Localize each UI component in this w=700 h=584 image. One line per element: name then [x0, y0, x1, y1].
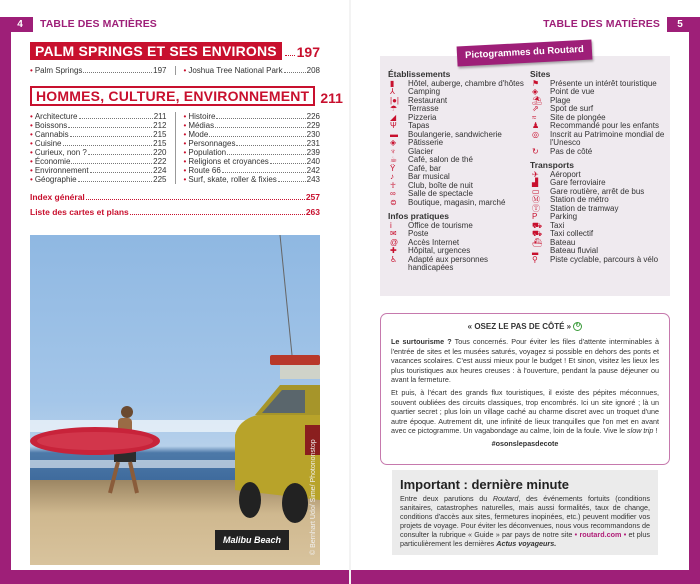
toc-entry-page: 231 — [306, 139, 320, 148]
osez-box-title — [391, 322, 659, 331]
camping-icon: ⅄ — [390, 87, 395, 96]
pictogram-label: Piste cyclable, parcours à vélo — [550, 254, 659, 264]
toc-entry-label: Personnages — [188, 139, 236, 148]
pictogram-label: Spot de surf — [550, 104, 594, 113]
leader-dots — [236, 145, 305, 146]
metro-icon: Ⓜ — [532, 195, 540, 204]
toc-entry-label: Index général — [30, 192, 85, 202]
toc-entry[interactable] — [184, 139, 321, 148]
leader-dots — [278, 181, 306, 182]
bakery-icon: ▬ — [390, 129, 398, 139]
toc-entry[interactable] — [184, 112, 321, 121]
pictogram-item — [388, 199, 528, 208]
pictogram-label: Adapté aux personnes handicapées — [408, 254, 489, 272]
bullet-icon: • — [183, 112, 187, 121]
toc-entry[interactable] — [30, 148, 167, 157]
pictogram-label: Terrasse — [408, 104, 439, 113]
leader-dots — [270, 163, 306, 164]
leader-dots — [130, 214, 305, 215]
tea-room-icon: ☕ — [390, 155, 398, 164]
photo-scene — [30, 235, 320, 565]
toc-entry-label: Architecture — [34, 112, 78, 121]
malibu-beach-photo — [30, 235, 320, 565]
leader-dots — [70, 136, 153, 137]
pictogram-label: Salle de spectacle — [408, 189, 473, 198]
pictogram-label: Bateau fluvial — [550, 246, 599, 255]
toc-column-left — [30, 66, 176, 75]
toc-entry-page: 230 — [306, 130, 320, 139]
toc-entry[interactable] — [184, 148, 321, 157]
pictogram-label: Gare ferroviaire — [550, 178, 606, 187]
pictogram-label: Aéroport — [550, 169, 581, 179]
leader-dots — [83, 72, 152, 73]
river-boat-icon: ▂ — [532, 246, 539, 255]
club-icon: ☥ — [390, 180, 396, 190]
post-icon: ✉ — [390, 229, 397, 238]
unesco-icon: ◎ — [532, 129, 539, 139]
osez-p2-end: ! — [653, 426, 658, 436]
toc-entry[interactable] — [30, 112, 167, 121]
toc-entry[interactable] — [30, 175, 167, 184]
shop-icon: ⊜ — [390, 197, 397, 207]
bar-icon: Ÿ — [390, 163, 396, 173]
pictogram-label: Bateau — [550, 237, 576, 247]
toc-entry-label: Cuisine — [34, 139, 62, 148]
pictogram-label: Présente un intérêt touristique — [550, 78, 657, 88]
osez-hashtag: #osonslepasdecote — [491, 439, 559, 449]
toc-entry-page: 222 — [153, 157, 167, 166]
toc-entry[interactable] — [30, 139, 167, 148]
toc-entry-label: Palm Springs — [34, 66, 83, 75]
leader-dots — [90, 172, 153, 173]
toc-entry[interactable] — [184, 66, 321, 75]
internet-icon: @ — [390, 237, 399, 247]
leader-dots — [285, 55, 295, 56]
left-page-border — [0, 17, 11, 584]
leader-dots — [88, 154, 152, 155]
tourist-office-icon: i — [390, 220, 392, 230]
leader-dots — [86, 199, 305, 200]
pictogram-label: Poste — [408, 229, 429, 238]
osez-lead: Le surtourisme ? — [391, 337, 452, 347]
toc-entry[interactable] — [184, 157, 321, 166]
toc-entry-page: 225 — [153, 175, 167, 184]
ice-cream-icon: ♆ — [390, 146, 396, 156]
pictogram-item — [388, 256, 528, 273]
tapas-icon: Ψ — [390, 121, 397, 130]
toc-entry-page: 215 — [153, 130, 167, 139]
toc-entry-page: 208 — [306, 66, 320, 75]
pictogram-label: Boutique, magasin, marché — [408, 197, 506, 207]
shared-taxi-icon: ⛟ — [532, 229, 543, 238]
section-title[interactable]: PALM SPRINGS ET SES ENVIRONS — [30, 42, 282, 60]
bullet-icon: • — [30, 157, 33, 166]
pictogram-item — [530, 256, 670, 265]
toc-entry-index[interactable] — [30, 192, 320, 202]
leader-dots — [71, 163, 152, 164]
leader-dots — [209, 136, 305, 137]
etablissements-list — [388, 80, 528, 208]
toc-entry-page: 212 — [153, 121, 167, 130]
bullet-icon: • — [30, 66, 33, 75]
accessibility-icon: ♿ — [390, 254, 398, 264]
group-title-infos-pratiques: Infos pratiques — [388, 211, 449, 221]
bullet-icon: • — [30, 121, 33, 130]
transports-list — [530, 171, 670, 265]
osez-p2-italic: slow trip — [627, 426, 654, 436]
toc-entry[interactable] — [30, 130, 167, 139]
parking-icon: P — [532, 212, 538, 221]
osez-p2-text: Et puis, à l'écart des grands flux touristiques, il existe des pépites méconnues, souvent oubliées des circuits classiques, trop encombrés. Ici un site ignoré ; là un quartier secret ; plus loin un village caché au charme discret avec un troquet d'une autre époque. Autrement dit, une infinité de lieux tranquilles que l'on met en avant avec ce pictogramme. Un vagabondage au calme, loin de la foule. Vive le — [391, 388, 659, 436]
toc-entries — [30, 66, 320, 75]
pictogram-label: Gare routière, arrêt de bus — [550, 186, 645, 196]
toc-entry-page: 240 — [306, 157, 320, 166]
surf-icon: ⇗ — [532, 104, 539, 113]
osez-paragraph-2 — [391, 388, 659, 435]
toc-entry-label: Population — [188, 148, 227, 157]
leader-dots — [284, 72, 306, 73]
leader-dots — [78, 181, 153, 182]
osez-p1-text: Tous concernés. Pour éviter les files d'attente interminables à l'entrée de sites et les musées saturés, voyagez si possible en dehors des ponts et vacances scolaires. C'est aussi mieux pour le budget ! Et sinon, visitez les lieux les plus touristiques aux heures creuses : à l'ouverture, pendant la pause déjeuner ou avant la fermeture. — [391, 337, 659, 385]
toc-entry-label: Environnement — [34, 166, 89, 175]
bullet-icon: • — [30, 130, 33, 139]
bullet-icon: • — [30, 148, 33, 157]
toc-entry-page: 257 — [305, 192, 320, 202]
pictogram-item — [530, 131, 670, 148]
toc-entry[interactable] — [184, 175, 321, 184]
bullet-icon: • — [183, 148, 187, 157]
pictogram-label: Accès Internet — [408, 237, 460, 247]
toc-entry-page: 224 — [153, 166, 167, 175]
terrace-icon: ☂ — [390, 104, 398, 113]
running-head-left: TABLE DES MATIÈRES — [40, 18, 157, 30]
bullet-icon: • — [183, 157, 187, 166]
pictogram-label: Restaurant — [408, 95, 448, 105]
leader-dots — [227, 154, 306, 155]
toc-entry[interactable] — [30, 157, 167, 166]
kids-icon: ♟ — [532, 121, 540, 130]
toc-column-left — [30, 112, 176, 184]
music-bar-icon: ♪ — [390, 172, 394, 181]
pictogram-label: Boulangerie, sandwicherie — [408, 129, 502, 139]
pictogram-label: Café, salon de thé — [408, 155, 473, 164]
toc-entry[interactable] — [30, 121, 167, 130]
taxi-icon: ⛟ — [532, 220, 543, 230]
routard-link[interactable]: • routard.com • — [574, 530, 627, 539]
book-gutter — [349, 0, 351, 584]
imp-text-2: , des événements fortuits (conditions sanitaires, catastrophes naturelles, mais aussi formalités, taux de change, conditions d'accès aux sites, fermetures inopinées, etc.) peuvent modifier vos projets de voyage. Pour éviter les déconvenues, nous vous recommandons de consulter la rubrique « Guide » par pays de notre site — [400, 494, 650, 539]
toc-entry-page: 242 — [306, 166, 320, 175]
section-heading-row[interactable] — [30, 86, 343, 106]
viewpoint-icon: ◈ — [532, 87, 539, 96]
tram-icon: Ⓣ — [532, 203, 540, 213]
pictogram-label: Recommandé pour les enfants — [550, 121, 659, 130]
toc-entry[interactable] — [184, 130, 321, 139]
pictogram-label: Pâtisserie — [408, 138, 444, 147]
toc-entry-label: Joshua Tree National Park — [188, 66, 283, 75]
toc-entry-label: Histoire — [188, 112, 216, 121]
pictogram-label: Site de plongée — [550, 112, 606, 122]
pictogram-label: Camping — [408, 87, 441, 96]
pictogram-label: Club, boîte de nuit — [408, 180, 473, 190]
group-title-transports: Transports — [530, 160, 574, 170]
bullet-icon: • — [30, 175, 33, 184]
pictogram-item — [530, 148, 670, 157]
toc-entry[interactable] — [30, 166, 167, 175]
bus-station-icon: ▭ — [532, 186, 540, 196]
pas-de-cote-icon: ↻ — [575, 323, 581, 330]
pictogram-label: Glacier — [408, 146, 434, 156]
page-number-left: 4 — [17, 19, 23, 30]
important-text — [400, 494, 650, 548]
toc-entry-label: Médias — [188, 121, 215, 130]
leader-dots — [215, 127, 306, 128]
actus-voyageurs-text: Actus voyageurs. — [496, 539, 557, 548]
leader-dots — [63, 145, 153, 146]
toc-entry-page: 197 — [153, 66, 167, 75]
imp-text-3: et plus particulièrement les dernières — [400, 530, 650, 548]
pictogram-label: Taxi — [550, 220, 565, 230]
leader-dots — [68, 127, 152, 128]
infos-pratiques-list — [388, 222, 528, 273]
boat-icon: ⛴ — [532, 237, 543, 247]
bike-icon: ⚲ — [532, 254, 538, 264]
pictogram-label: Pas de côté — [550, 146, 593, 156]
photo-credit: © Bernhart Udo/ Sime/ Photononstop — [310, 439, 317, 555]
pictogram-label: Point de vue — [550, 87, 595, 96]
imp-text-italic: Routard — [492, 494, 519, 503]
pictogram-label: Station de métro — [550, 195, 609, 204]
page-number-right: 5 — [677, 19, 683, 30]
section-page-number: 211 — [320, 90, 343, 106]
pictogram-label: Café, bar — [408, 163, 441, 173]
right-page-border — [689, 17, 700, 584]
toc-section-hommes-culture — [30, 86, 343, 184]
toc-entry[interactable] — [184, 166, 321, 175]
toc-entry-label: Mode — [188, 130, 209, 139]
train-station-icon: ▟ — [532, 178, 539, 187]
bullet-icon: • — [183, 130, 187, 139]
toc-entry-label: Curieux, non ? — [34, 148, 87, 157]
imp-text-1: Entre deux parutions du — [400, 494, 493, 503]
bullet-icon: • — [30, 112, 33, 121]
toc-entry-page: 229 — [306, 121, 320, 130]
toc-entry-page: 243 — [306, 175, 320, 184]
theater-icon: ∞ — [390, 189, 396, 198]
bullet-icon: • — [183, 139, 187, 148]
toc-entry-label: Géographie — [34, 175, 77, 184]
toc-column-right — [184, 112, 321, 184]
toc-entry-page: 220 — [153, 148, 167, 157]
toc-entries — [30, 112, 320, 184]
pas-de-cote-icon: ↻ — [532, 146, 539, 156]
toc-entry-label: Liste des cartes et plans — [30, 207, 129, 217]
group-title-sites: Sites — [530, 69, 551, 79]
pastry-icon: ◈ — [390, 138, 397, 147]
hospital-icon: ✚ — [390, 246, 397, 255]
sites-list — [530, 80, 670, 157]
toc-entry-page: 211 — [153, 112, 167, 121]
bullet-icon: • — [183, 175, 187, 184]
leader-dots — [216, 118, 305, 119]
pictogram-label: Bar musical — [408, 172, 450, 181]
toc-entry-label: Surf, skate, roller & fixies — [188, 175, 277, 184]
hotel-icon: ▮ — [390, 78, 395, 88]
pictograms-column-left — [388, 70, 528, 273]
pictograms-column-right — [530, 70, 670, 264]
toc-column-right — [184, 66, 321, 75]
toc-entry-page: 226 — [306, 112, 320, 121]
pizzeria-icon: ◢ — [390, 112, 397, 122]
bullet-icon: • — [183, 166, 187, 175]
diving-icon: ≈ — [532, 112, 537, 122]
bullet-icon: • — [30, 139, 33, 148]
beach-icon: ⛱ — [532, 95, 543, 105]
pictogram-label: Tapas — [408, 121, 430, 130]
bullet-icon: • — [30, 166, 33, 175]
pictogram-label: Hôpital, urgences — [408, 246, 471, 255]
pictograms-tab-title: Pictogrammes du Routard — [457, 39, 593, 66]
leader-dots — [222, 172, 306, 173]
bullet-icon: • — [183, 66, 187, 75]
leader-dots — [79, 118, 153, 119]
pictogram-label: Inscrit au Patrimoine mondial de l'Unesco — [550, 129, 665, 147]
running-head-right: TABLE DES MATIÈRES — [543, 18, 660, 30]
toc-entry-label: Religions et croyances — [188, 157, 269, 166]
tourist-interest-icon: ⚑ — [532, 78, 540, 88]
toc-entry-page: 239 — [306, 148, 320, 157]
pictogram-label: Office de tourisme — [408, 220, 473, 230]
toc-entry-page: 215 — [153, 139, 167, 148]
pictogram-label: Taxi collectif — [550, 229, 594, 238]
toc-section-palm-springs — [30, 42, 320, 75]
restaurant-icon: |●| — [390, 95, 399, 105]
pictogram-label: Parking — [550, 212, 578, 221]
osez-le-pas-de-cote-box — [380, 313, 670, 465]
pictogram-label: Hôtel, auberge, chambre d'hôtes — [408, 78, 524, 88]
airport-icon: ✈ — [532, 169, 539, 179]
toc-entry[interactable] — [30, 66, 167, 75]
toc-entry-maps-list[interactable] — [30, 207, 320, 217]
toc-entry-label: Économie — [34, 157, 71, 166]
section-title[interactable]: HOMMES, CULTURE, ENVIRONNEMENT — [30, 86, 315, 106]
osez-paragraph-1 — [391, 337, 659, 384]
toc-entry-label: Cannabis — [34, 130, 69, 139]
toc-entry-label: Route 66 — [188, 166, 221, 175]
osez-title-text: « OSEZ LE PAS DE CÔTÉ » — [467, 322, 572, 331]
section-heading-row[interactable] — [30, 42, 320, 60]
photo-caption: Malibu Beach — [215, 530, 289, 550]
pictogram-label: Pizzeria — [408, 112, 437, 122]
important-title: Important : dernière minute — [400, 477, 570, 492]
section-page-number: 197 — [296, 44, 320, 60]
toc-entry-label: Boissons — [34, 121, 68, 130]
pictogram-label: Station de tramway — [550, 203, 619, 213]
pictogram-label: Plage — [550, 95, 571, 105]
toc-entry[interactable] — [184, 121, 321, 130]
toc-entry-page: 263 — [305, 207, 320, 217]
bullet-icon: • — [183, 121, 187, 130]
group-title-etablissements: Établissements — [388, 69, 451, 79]
important-last-minute-box — [392, 470, 658, 555]
